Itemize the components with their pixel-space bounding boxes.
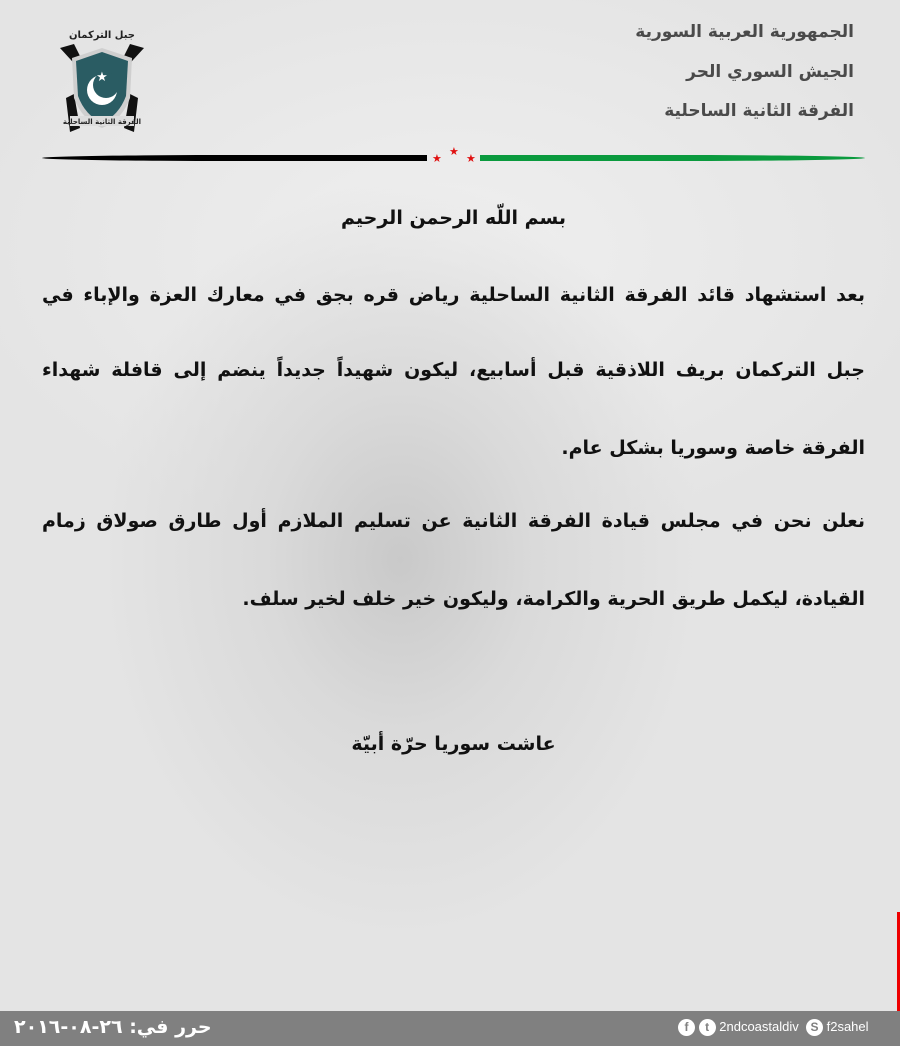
issue-date: حرر في: ٢٦-٠٨-٢٠١٦	[14, 1016, 212, 1038]
header-country: الجمهورية العربية السورية	[635, 22, 854, 42]
closing-slogan: عاشت سوريا حرّة أبيّة	[351, 733, 556, 755]
body-line: بعد استشهاد قائد الفرقة الثانية الساحلية رياض قره بجق في معارك العزة والإباء في	[42, 284, 865, 306]
footer	[0, 1011, 900, 1046]
logo-bottom-text: الفرقة الثانية الساحلية	[62, 118, 142, 126]
star-icon: ★	[466, 152, 476, 165]
twitter-icon[interactable]: t	[699, 1019, 716, 1036]
header-army: الجيش السوري الحر	[686, 62, 854, 82]
skype-handle: f2sahel	[826, 1019, 869, 1034]
logo-top-text: جبل التركمان	[69, 30, 135, 41]
body-line: الفرقة خاصة وسوريا بشكل عام.	[561, 437, 865, 459]
star-icon: ★	[432, 152, 442, 165]
facebook-icon[interactable]: f	[678, 1019, 695, 1036]
header-division: الفرقة الثانية الساحلية	[664, 101, 854, 121]
svg-text:★: ★	[96, 70, 108, 85]
twitter-handle: 2ndcoastaldiv	[719, 1019, 799, 1034]
body-line: جبل التركمان بريف اللاذقية قبل أسابيع، ليكون شهيداً جديداً ينضم إلى قافلة شهداء	[42, 359, 865, 381]
flag-green-bar	[480, 155, 865, 161]
star-icon: ★	[449, 145, 459, 158]
body-line: القيادة، ليكمل طريق الحرية والكرامة، وليكون خير خلف لخير سلف.	[242, 588, 865, 610]
logo	[52, 28, 152, 143]
skype-icon[interactable]: S	[806, 1019, 823, 1036]
flag-black-bar	[42, 155, 427, 161]
basmala: بسم اللّه الرحمن الرحيم	[341, 207, 566, 229]
body-line: نعلن نحن في مجلس قيادة الفرقة الثانية عن تسليم الملازم أول طارق صولاق زمام	[42, 510, 865, 532]
